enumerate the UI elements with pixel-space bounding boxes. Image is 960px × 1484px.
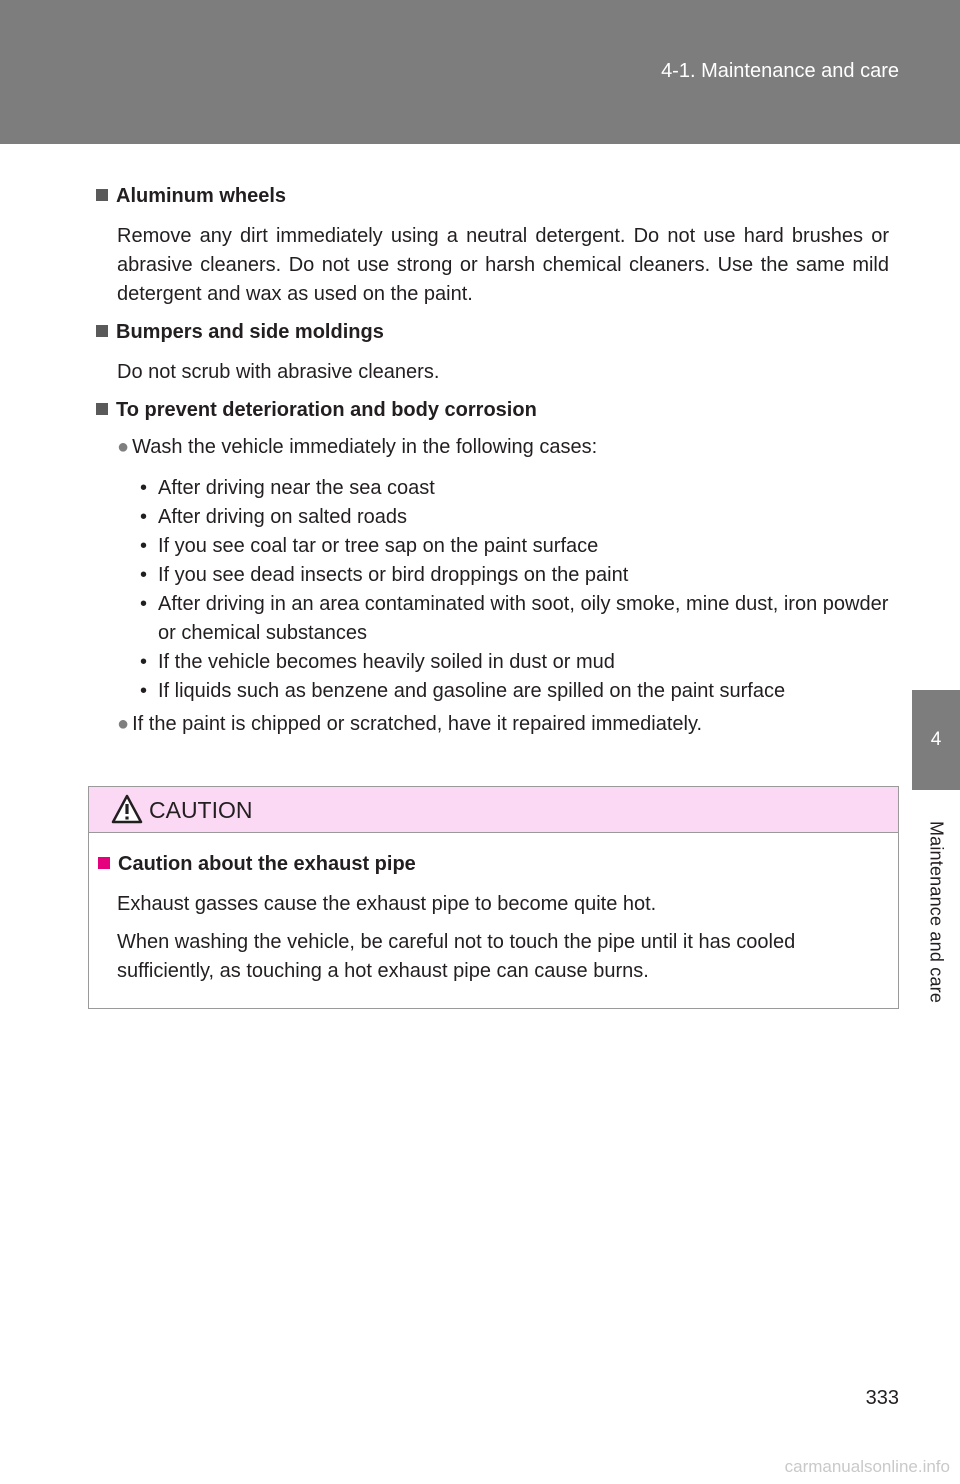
list-item: • If you see coal tar or tree sap on the paint surface (140, 532, 900, 561)
page-header (0, 0, 960, 144)
caution-paragraph: Exhaust gasses cause the exhaust pipe to become quite hot. (117, 893, 657, 915)
caution-title: CAUTION (149, 797, 253, 823)
caution-paragraph: When washing the vehicle, be careful not to touch the pipe until it has cooled sufficiently, as touching a hot exhaust pipe can cause burns. (117, 931, 796, 982)
point-paint-chipped: ● If the paint is chipped or scratched, have it repaired immediately. (117, 713, 703, 735)
paragraph-aluminum-wheels: Remove any dirt immediately using a neutral detergent. Do not use hard brushes or abrasive cleaners. Do not use strong or harsh chemical cleaners. Use the same mild detergent and wax as used on the paint. (117, 225, 889, 305)
square-bullet-icon (96, 189, 108, 201)
heading-corrosion: To prevent deterioration and body corrosion (96, 399, 537, 422)
list-item: • After driving on salted roads (140, 503, 900, 532)
caution-box (88, 786, 899, 1009)
point-wash-cases: ● Wash the vehicle immediately in the following cases: (117, 436, 598, 458)
list-item: • If the vehicle becomes heavily soiled in dust or mud (140, 648, 900, 677)
circle-bullet-icon: ● (117, 436, 130, 458)
caution-heading: Caution about the exhaust pipe (98, 853, 416, 876)
warning-triangle-icon (111, 794, 143, 824)
caution-header (89, 787, 898, 833)
circle-bullet-icon: ● (117, 713, 130, 735)
list-item: • If liquids such as benzene and gasoline are spilled on the paint surface (140, 677, 900, 706)
square-bullet-icon (96, 325, 108, 337)
heading-bumpers: Bumpers and side moldings (96, 321, 384, 344)
heading-aluminum-wheels: Aluminum wheels (96, 185, 286, 208)
chapter-tab: 4 (912, 690, 960, 790)
watermark: carmanualsonline.info (784, 1457, 950, 1476)
list-item: • If you see dead insects or bird droppings on the paint (140, 561, 900, 590)
page-number: 333 (865, 1387, 899, 1409)
paragraph-bumpers: Do not scrub with abrasive cleaners. (117, 361, 440, 383)
list-item: • After driving in an area contaminated with soot, oily smoke, mine dust, iron powder or chemical substances (140, 590, 900, 648)
list-item: • After driving near the sea coast (140, 474, 900, 503)
square-bullet-icon (96, 403, 108, 415)
chapter-label: Maintenance and care (926, 820, 947, 1004)
bullet-list (140, 474, 900, 706)
square-bullet-icon (98, 857, 110, 869)
section-title: 4-1. Maintenance and care (661, 60, 899, 82)
